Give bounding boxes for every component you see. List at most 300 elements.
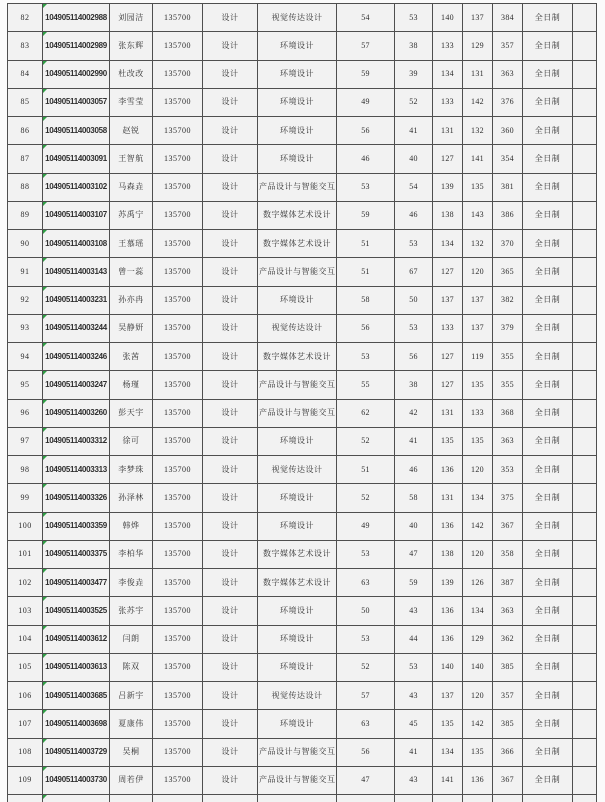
cell-study-mode: 全日制 xyxy=(523,456,573,484)
cell-specialty: 环境设计 xyxy=(258,117,337,145)
cell-total: 381 xyxy=(493,173,523,201)
cell-major-code: 135700 xyxy=(153,456,203,484)
cell-score-3: 136 xyxy=(433,512,463,540)
cell-total: 376 xyxy=(493,88,523,116)
cell-major-code: 135700 xyxy=(153,766,203,794)
cell-candidate-id xyxy=(43,795,110,802)
cell-candidate-id xyxy=(43,173,110,201)
cell-score-2: 43 xyxy=(395,766,433,794)
cell-score-3: 141 xyxy=(433,766,463,794)
cell-name: 刘园洁 xyxy=(110,4,153,32)
table-row-partial xyxy=(8,795,597,802)
cell-row-number: 94 xyxy=(8,343,43,371)
cell-total: 385 xyxy=(493,710,523,738)
cell-study-mode: 全日制 xyxy=(523,258,573,286)
cell-study-mode: 全日制 xyxy=(523,173,573,201)
cell-study-mode: 全日制 xyxy=(523,540,573,568)
cell-blank xyxy=(573,4,597,32)
cell-name: 吴静妍 xyxy=(110,314,153,342)
cell-score-2: 41 xyxy=(395,738,433,766)
cell-study-mode: 全日制 xyxy=(523,738,573,766)
cell-name: 陈双 xyxy=(110,653,153,681)
cell-score-3: 135 xyxy=(433,710,463,738)
cell-study-mode: 全日制 xyxy=(523,597,573,625)
cell-name: 马森垚 xyxy=(110,173,153,201)
cell-specialty: 环境设计 xyxy=(258,427,337,455)
table-row xyxy=(8,117,597,145)
cell-row-number: 99 xyxy=(8,484,43,512)
cell-specialty: 产品设计与智能交互 xyxy=(258,399,337,427)
cell-row-number: 95 xyxy=(8,371,43,399)
cell-score-3: 134 xyxy=(433,738,463,766)
cell-specialty: 产品设计与智能交互 xyxy=(258,371,337,399)
cell-score-3: 138 xyxy=(433,201,463,229)
table-row xyxy=(8,4,597,32)
cell-specialty: 视觉传达设计 xyxy=(258,682,337,710)
cell-study-mode: 全日制 xyxy=(523,88,573,116)
cell-study-mode: 全日制 xyxy=(523,427,573,455)
cell-major-category: 设计 xyxy=(203,286,258,314)
cell-major-category: 设计 xyxy=(203,60,258,88)
cell-specialty xyxy=(258,795,337,802)
cell-row-number: 84 xyxy=(8,60,43,88)
cell-study-mode: 全日制 xyxy=(523,4,573,32)
cell-score-4: 142 xyxy=(463,512,493,540)
cell-study-mode: 全日制 xyxy=(523,286,573,314)
cell-score-1: 57 xyxy=(337,32,395,60)
cell-total: 363 xyxy=(493,60,523,88)
cell-major-code: 135700 xyxy=(153,399,203,427)
cell-score-1: 59 xyxy=(337,201,395,229)
cell-score-4: 141 xyxy=(463,145,493,173)
green-corner-indicator-icon xyxy=(43,513,47,517)
cell-blank xyxy=(573,32,597,60)
cell-specialty: 视觉传达设计 xyxy=(258,456,337,484)
cell-candidate-id xyxy=(43,399,110,427)
cell-major-code: 135700 xyxy=(153,286,203,314)
cell-score-2: 39 xyxy=(395,60,433,88)
cell-major-category: 设计 xyxy=(203,258,258,286)
cell-specialty: 产品设计与智能交互 xyxy=(258,258,337,286)
cell-major-code: 135700 xyxy=(153,258,203,286)
green-corner-indicator-icon xyxy=(43,315,47,319)
cell-row-number: 103 xyxy=(8,597,43,625)
cell-row-number xyxy=(8,795,43,802)
green-corner-indicator-icon xyxy=(43,145,47,149)
cell-score-2: 52 xyxy=(395,88,433,116)
cell-blank xyxy=(573,88,597,116)
cell-specialty: 产品设计与智能交互 xyxy=(258,738,337,766)
green-corner-indicator-icon xyxy=(43,202,47,206)
green-corner-indicator-icon xyxy=(43,287,47,291)
cell-major-category: 设计 xyxy=(203,766,258,794)
cell-score-3: 133 xyxy=(433,314,463,342)
cell-name: 彭天宇 xyxy=(110,399,153,427)
table-row xyxy=(8,427,597,455)
cell-score-4: 140 xyxy=(463,653,493,681)
table-row xyxy=(8,286,597,314)
green-corner-indicator-icon xyxy=(43,32,47,36)
cell-score-4: 120 xyxy=(463,682,493,710)
cell-score-4: 142 xyxy=(463,88,493,116)
cell-score-2: 53 xyxy=(395,314,433,342)
green-corner-indicator-icon xyxy=(43,4,47,8)
cell-name: 王智航 xyxy=(110,145,153,173)
cell-major-category: 设计 xyxy=(203,4,258,32)
cell-specialty: 环境设计 xyxy=(258,512,337,540)
green-corner-indicator-icon xyxy=(43,371,47,375)
table-row xyxy=(8,540,597,568)
cell-study-mode: 全日制 xyxy=(523,60,573,88)
cell-specialty: 数字媒体艺术设计 xyxy=(258,343,337,371)
cell-name xyxy=(110,795,153,802)
green-corner-indicator-icon xyxy=(43,61,47,65)
cell-text: 104905114003107 xyxy=(45,210,107,220)
green-corner-indicator-icon xyxy=(43,343,47,347)
cell-score-4: 134 xyxy=(463,484,493,512)
cell-specialty: 环境设计 xyxy=(258,60,337,88)
cell-major-code: 135700 xyxy=(153,597,203,625)
cell-major-code: 135700 xyxy=(153,484,203,512)
cell-score-2: 67 xyxy=(395,258,433,286)
cell-candidate-id xyxy=(43,597,110,625)
cell-score-4: 142 xyxy=(463,710,493,738)
cell-score-2: 40 xyxy=(395,512,433,540)
cell-text: 104905114003143 xyxy=(45,266,107,276)
cell-specialty: 产品设计与智能交互 xyxy=(258,173,337,201)
table-row xyxy=(8,625,597,653)
cell-score-2: 38 xyxy=(395,32,433,60)
cell-total: 367 xyxy=(493,512,523,540)
table-row xyxy=(8,597,597,625)
cell-major-category: 设计 xyxy=(203,343,258,371)
cell-specialty: 环境设计 xyxy=(258,710,337,738)
cell-text: 104905114003231 xyxy=(45,295,107,305)
cell-score-1: 52 xyxy=(337,484,395,512)
cell-score-1: 47 xyxy=(337,766,395,794)
cell-major-code: 135700 xyxy=(153,314,203,342)
cell-score-4: 137 xyxy=(463,4,493,32)
cell-score-3: 135 xyxy=(433,427,463,455)
green-corner-indicator-icon xyxy=(43,541,47,545)
cell-study-mode: 全日制 xyxy=(523,314,573,342)
cell-score-4: 129 xyxy=(463,625,493,653)
cell-row-number: 92 xyxy=(8,286,43,314)
green-corner-indicator-icon xyxy=(43,569,47,573)
cell-score-3: 127 xyxy=(433,145,463,173)
cell-major-category: 设计 xyxy=(203,484,258,512)
cell-score-3: 131 xyxy=(433,484,463,512)
table-row xyxy=(8,88,597,116)
cell-text: 104905114003375 xyxy=(45,549,107,559)
cell-specialty: 数字媒体艺术设计 xyxy=(258,569,337,597)
cell-score-1: 51 xyxy=(337,456,395,484)
cell-row-number: 85 xyxy=(8,88,43,116)
table-row xyxy=(8,682,597,710)
green-corner-indicator-icon xyxy=(43,117,47,121)
cell-candidate-id xyxy=(43,625,110,653)
cell-score-1 xyxy=(337,795,395,802)
cell-score-3: 140 xyxy=(433,653,463,681)
table-row xyxy=(8,145,597,173)
cell-total: 363 xyxy=(493,597,523,625)
cell-blank xyxy=(573,653,597,681)
cell-total: 363 xyxy=(493,427,523,455)
cell-score-3: 137 xyxy=(433,682,463,710)
cell-blank xyxy=(573,569,597,597)
green-corner-indicator-icon xyxy=(43,626,47,630)
cell-blank xyxy=(573,399,597,427)
cell-blank xyxy=(573,201,597,229)
cell-score-1: 53 xyxy=(337,540,395,568)
green-corner-indicator-icon xyxy=(43,710,47,714)
cell-total xyxy=(493,795,523,802)
cell-major-category: 设计 xyxy=(203,456,258,484)
cell-major-category: 设计 xyxy=(203,314,258,342)
cell-text: 104905114003057 xyxy=(45,97,107,107)
cell-row-number: 93 xyxy=(8,314,43,342)
cell-total: 370 xyxy=(493,230,523,258)
table-row xyxy=(8,456,597,484)
cell-score-4: 120 xyxy=(463,258,493,286)
green-corner-indicator-icon xyxy=(43,597,47,601)
cell-row-number: 82 xyxy=(8,4,43,32)
cell-row-number: 101 xyxy=(8,540,43,568)
cell-name: 李柏华 xyxy=(110,540,153,568)
cell-score-3: 136 xyxy=(433,456,463,484)
cell-text: 104905114003260 xyxy=(45,408,107,418)
cell-major-code: 135700 xyxy=(153,569,203,597)
cell-study-mode: 全日制 xyxy=(523,201,573,229)
cell-score-2: 46 xyxy=(395,201,433,229)
cell-text: 104905114003729 xyxy=(45,747,107,757)
cell-score-4: 137 xyxy=(463,286,493,314)
cell-total: 360 xyxy=(493,117,523,145)
cell-total: 353 xyxy=(493,456,523,484)
cell-major-code: 135700 xyxy=(153,427,203,455)
cell-score-1: 53 xyxy=(337,173,395,201)
cell-specialty: 环境设计 xyxy=(258,32,337,60)
cell-total: 365 xyxy=(493,258,523,286)
table-row xyxy=(8,258,597,286)
cell-score-3 xyxy=(433,795,463,802)
cell-score-3: 137 xyxy=(433,286,463,314)
table-row xyxy=(8,343,597,371)
cell-study-mode: 全日制 xyxy=(523,343,573,371)
cell-score-4: 135 xyxy=(463,738,493,766)
table-row xyxy=(8,569,597,597)
cell-row-number: 106 xyxy=(8,682,43,710)
cell-study-mode: 全日制 xyxy=(523,682,573,710)
cell-major-category: 设计 xyxy=(203,117,258,145)
cell-candidate-id xyxy=(43,343,110,371)
cell-score-2: 53 xyxy=(395,653,433,681)
cell-text: 104905114003108 xyxy=(45,238,107,248)
cell-row-number: 104 xyxy=(8,625,43,653)
cell-major-code: 135700 xyxy=(153,201,203,229)
cell-candidate-id xyxy=(43,738,110,766)
cell-score-2: 58 xyxy=(395,484,433,512)
cell-name: 杜改改 xyxy=(110,60,153,88)
cell-score-2: 40 xyxy=(395,145,433,173)
cell-study-mode: 全日制 xyxy=(523,230,573,258)
cell-major-category: 设计 xyxy=(203,32,258,60)
cell-name: 赵锐 xyxy=(110,117,153,145)
cell-text: 104905114002988 xyxy=(45,12,107,22)
cell-study-mode xyxy=(523,795,573,802)
cell-major-code: 135700 xyxy=(153,230,203,258)
cell-text: 104905114003698 xyxy=(45,718,107,728)
cell-study-mode: 全日制 xyxy=(523,145,573,173)
cell-score-1: 51 xyxy=(337,258,395,286)
cell-text: 104905114003359 xyxy=(45,521,107,531)
cell-blank xyxy=(573,625,597,653)
cell-score-1: 55 xyxy=(337,371,395,399)
cell-name: 李雪莹 xyxy=(110,88,153,116)
cell-major-code: 135700 xyxy=(153,512,203,540)
cell-study-mode: 全日制 xyxy=(523,766,573,794)
green-corner-indicator-icon xyxy=(43,484,47,488)
table-row xyxy=(8,230,597,258)
cell-score-3: 131 xyxy=(433,117,463,145)
cell-candidate-id xyxy=(43,540,110,568)
cell-total: 367 xyxy=(493,766,523,794)
cell-blank xyxy=(573,456,597,484)
cell-name: 夏康伟 xyxy=(110,710,153,738)
table-row xyxy=(8,173,597,201)
cell-score-3: 139 xyxy=(433,569,463,597)
cell-total: 387 xyxy=(493,569,523,597)
cell-name: 徐可 xyxy=(110,427,153,455)
cell-total: 386 xyxy=(493,201,523,229)
cell-score-1: 49 xyxy=(337,512,395,540)
cell-major-category: 设计 xyxy=(203,597,258,625)
cell-major-code xyxy=(153,795,203,802)
cell-total: 379 xyxy=(493,314,523,342)
cell-score-3: 133 xyxy=(433,88,463,116)
cell-row-number: 97 xyxy=(8,427,43,455)
cell-score-2: 46 xyxy=(395,456,433,484)
cell-major-code: 135700 xyxy=(153,710,203,738)
cell-candidate-id xyxy=(43,427,110,455)
cell-score-1: 56 xyxy=(337,117,395,145)
cell-total: 385 xyxy=(493,653,523,681)
cell-major-category: 设计 xyxy=(203,371,258,399)
cell-score-2: 53 xyxy=(395,4,433,32)
cell-major-category: 设计 xyxy=(203,540,258,568)
cell-score-2: 59 xyxy=(395,569,433,597)
cell-study-mode: 全日制 xyxy=(523,625,573,653)
cell-specialty: 环境设计 xyxy=(258,597,337,625)
cell-candidate-id xyxy=(43,371,110,399)
cell-score-3: 134 xyxy=(433,230,463,258)
cell-total: 357 xyxy=(493,682,523,710)
cell-score-3: 136 xyxy=(433,597,463,625)
cell-score-4: 132 xyxy=(463,230,493,258)
cell-specialty: 数字媒体艺术设计 xyxy=(258,201,337,229)
cell-score-1: 56 xyxy=(337,738,395,766)
cell-major-code: 135700 xyxy=(153,88,203,116)
cell-blank xyxy=(573,682,597,710)
cell-score-2: 43 xyxy=(395,597,433,625)
cell-text: 104905114003326 xyxy=(45,492,107,502)
cell-score-4: 133 xyxy=(463,399,493,427)
green-corner-indicator-icon xyxy=(43,89,47,93)
cell-specialty: 视觉传达设计 xyxy=(258,4,337,32)
cell-candidate-id xyxy=(43,710,110,738)
cell-specialty: 环境设计 xyxy=(258,653,337,681)
green-corner-indicator-icon xyxy=(43,767,47,771)
cell-row-number: 83 xyxy=(8,32,43,60)
cell-blank xyxy=(573,60,597,88)
cell-major-category: 设计 xyxy=(203,399,258,427)
cell-score-4: 129 xyxy=(463,32,493,60)
cell-score-4: 126 xyxy=(463,569,493,597)
green-corner-indicator-icon xyxy=(43,456,47,460)
cell-major-code: 135700 xyxy=(153,60,203,88)
cell-score-2: 45 xyxy=(395,710,433,738)
cell-score-1: 63 xyxy=(337,710,395,738)
table-row xyxy=(8,710,597,738)
cell-score-2: 47 xyxy=(395,540,433,568)
cell-major-code: 135700 xyxy=(153,343,203,371)
cell-row-number: 89 xyxy=(8,201,43,229)
cell-row-number: 98 xyxy=(8,456,43,484)
cell-score-1: 46 xyxy=(337,145,395,173)
cell-score-1: 54 xyxy=(337,4,395,32)
cell-major-category: 设计 xyxy=(203,201,258,229)
cell-total: 366 xyxy=(493,738,523,766)
cell-major-code: 135700 xyxy=(153,32,203,60)
cell-text: 104905114003730 xyxy=(45,775,107,785)
cell-name: 王慕瑶 xyxy=(110,230,153,258)
cell-candidate-id xyxy=(43,117,110,145)
cell-score-4: 143 xyxy=(463,201,493,229)
green-corner-indicator-icon xyxy=(43,739,47,743)
cell-text: 104905114003244 xyxy=(45,323,107,333)
cell-score-4: 135 xyxy=(463,371,493,399)
table-row xyxy=(8,314,597,342)
cell-score-1: 49 xyxy=(337,88,395,116)
cell-text: 104905114003247 xyxy=(45,379,107,389)
cell-total: 362 xyxy=(493,625,523,653)
cell-study-mode: 全日制 xyxy=(523,569,573,597)
cell-row-number: 109 xyxy=(8,766,43,794)
cell-candidate-id xyxy=(43,60,110,88)
green-corner-indicator-icon xyxy=(43,400,47,404)
table-row xyxy=(8,484,597,512)
cell-score-4: 136 xyxy=(463,766,493,794)
cell-study-mode: 全日制 xyxy=(523,710,573,738)
cell-total: 354 xyxy=(493,145,523,173)
cell-score-2: 41 xyxy=(395,427,433,455)
cell-text: 104905114003246 xyxy=(45,351,107,361)
cell-blank xyxy=(573,484,597,512)
cell-text: 104905114003477 xyxy=(45,577,107,587)
cell-specialty: 环境设计 xyxy=(258,286,337,314)
cell-score-1: 56 xyxy=(337,314,395,342)
cell-score-2: 42 xyxy=(395,399,433,427)
cell-name: 杨瑾 xyxy=(110,371,153,399)
cell-name: 周若伊 xyxy=(110,766,153,794)
cell-score-4: 134 xyxy=(463,597,493,625)
cell-blank xyxy=(573,738,597,766)
cell-study-mode: 全日制 xyxy=(523,371,573,399)
cell-text: 104905114003613 xyxy=(45,662,107,672)
cell-score-1: 52 xyxy=(337,653,395,681)
cell-blank xyxy=(573,795,597,802)
cell-text: 104905114003685 xyxy=(45,690,107,700)
